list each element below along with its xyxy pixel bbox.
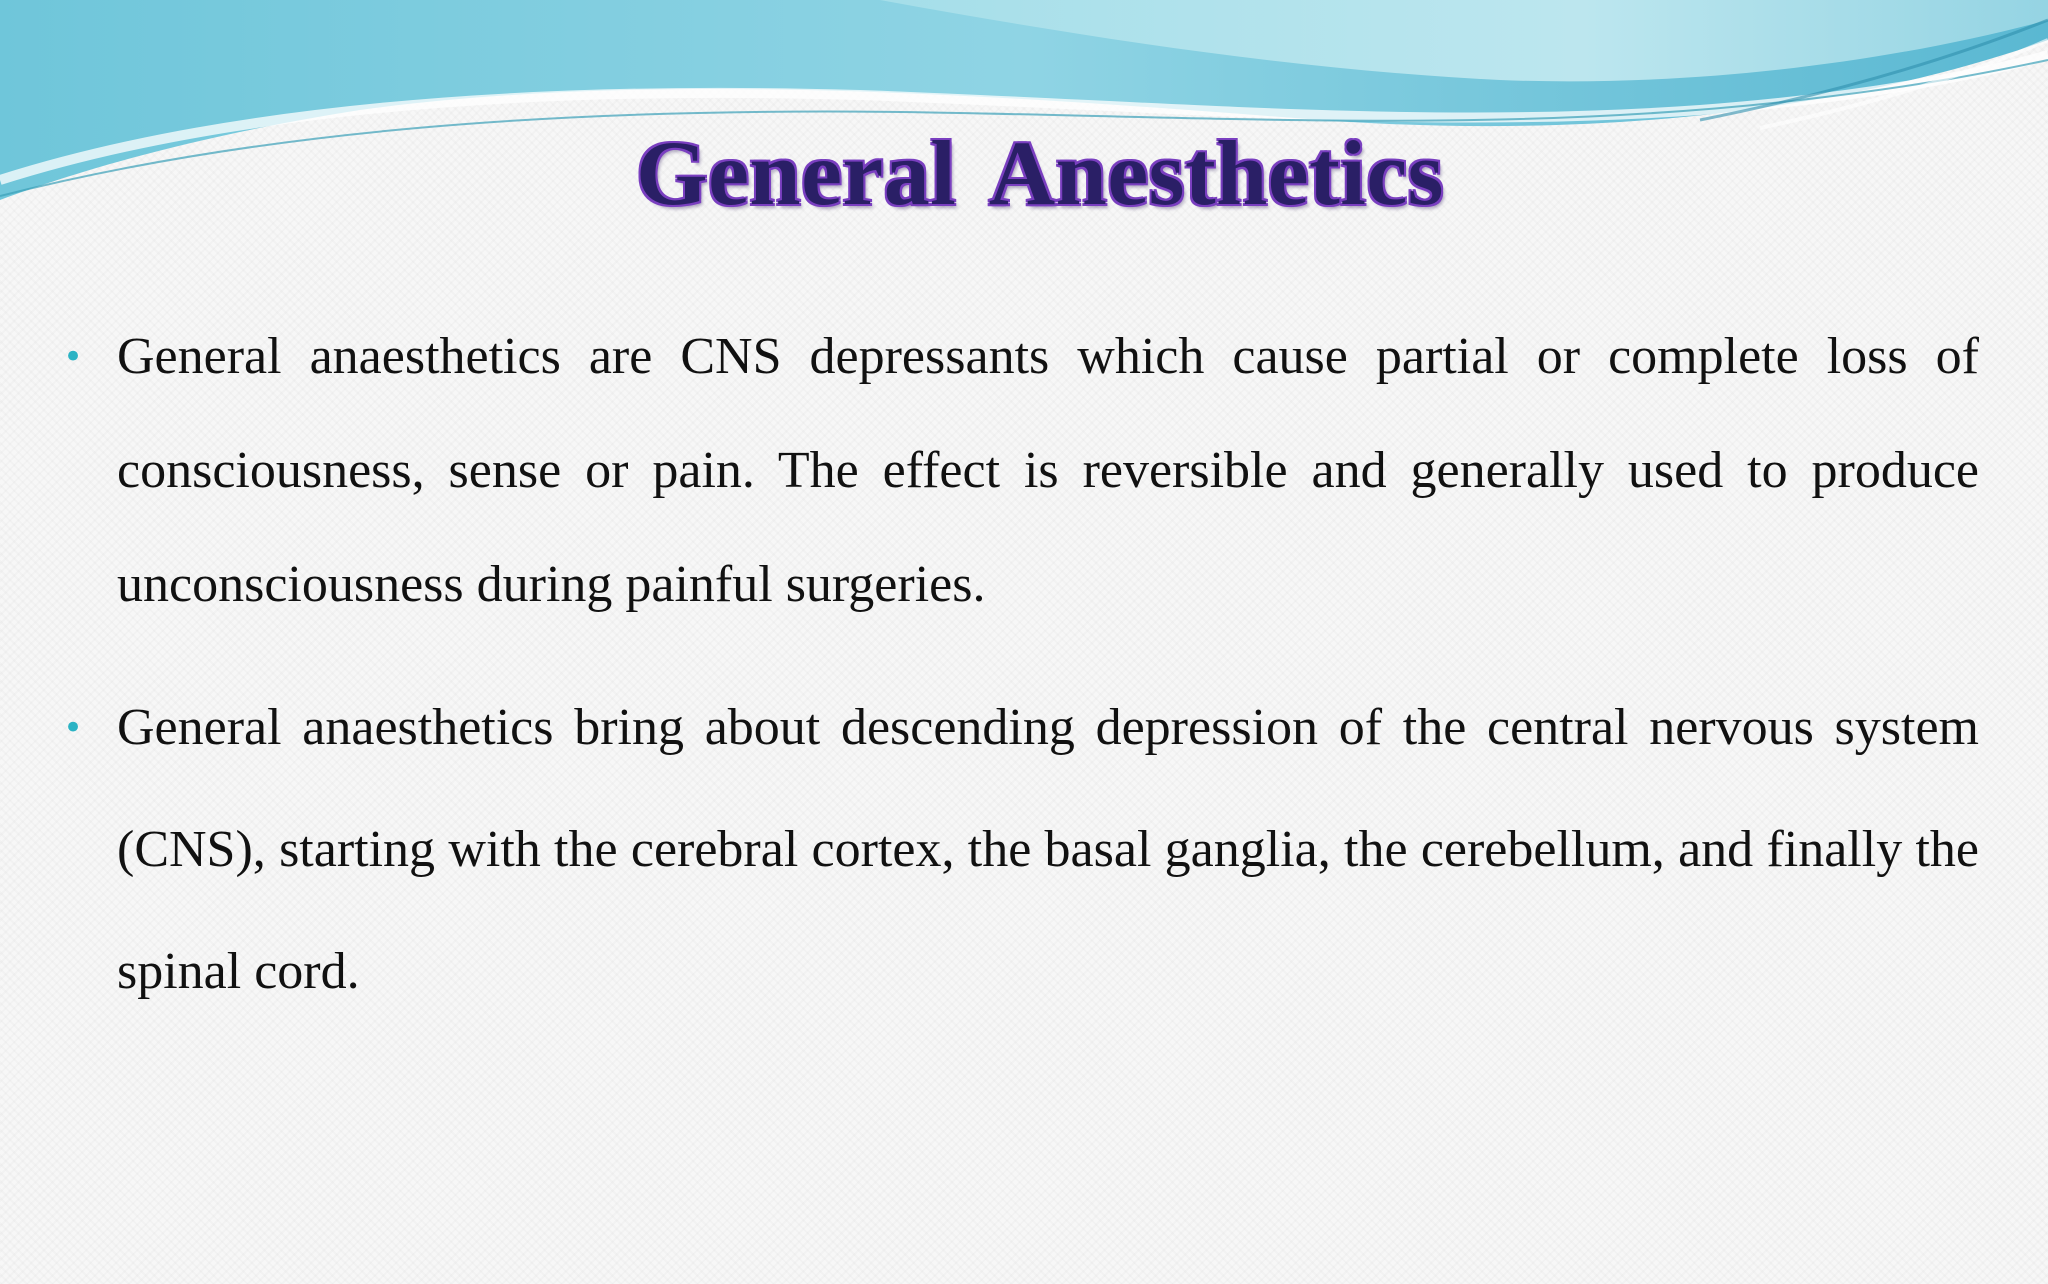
slide-title: General Anesthetics: [636, 122, 1444, 224]
bullet-text: General anaesthetics are CNS depressants which cause partial or complete loss of consciousness, sense or pain. The effect is reversible and generally used to produce unconsciousness during painful surgeries.: [117, 328, 1979, 613]
bullet-icon: •: [63, 337, 84, 377]
bullet-icon: •: [63, 708, 84, 748]
bullet-item: [63, 667, 1979, 1033]
bullet-item: [63, 300, 1979, 642]
bullet-text: General anaesthetics bring about descending depression of the central nervous system (CNS), starting with the cerebral cortex, the basal ganglia, the cerebellum, and finally the spinal cord.: [117, 699, 1979, 1000]
